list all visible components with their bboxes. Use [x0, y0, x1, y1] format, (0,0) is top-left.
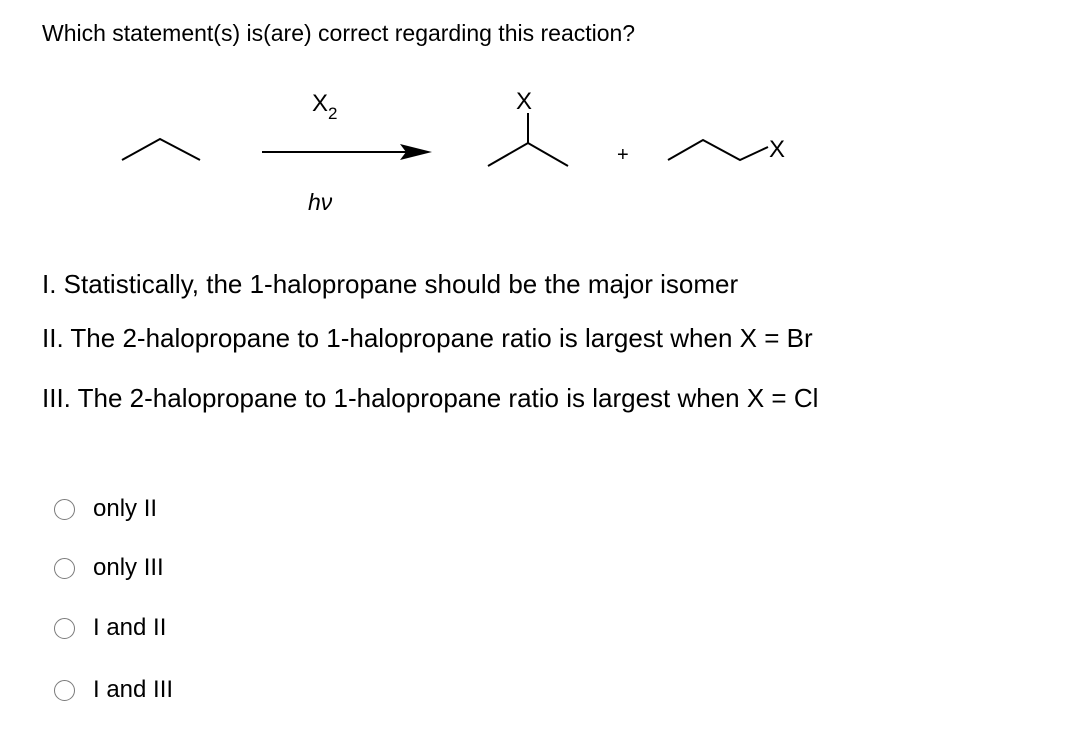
answer-option-i-and-ii[interactable]: [54, 611, 166, 645]
option-label: I and III: [93, 676, 174, 703]
answer-option-i-and-iii[interactable]: [54, 673, 173, 707]
question-text: Which statement(s) is(are) correct regarding this reaction?: [42, 20, 636, 46]
statement-1: I. Statistically, the 1-halopropane should be the major isomer: [42, 269, 739, 299]
option-label: only II: [93, 495, 158, 522]
reagent-label: $X_2$: [312, 90, 338, 123]
radio-button[interactable]: [54, 499, 75, 520]
plus-sign: +: [617, 144, 629, 166]
reaction-scheme: [0, 0, 1076, 240]
radio-button[interactable]: [54, 618, 75, 639]
product2-substituent-label: X: [769, 136, 786, 163]
statement-3: III. The 2-halopropane to 1-halopropane ratio is largest when X = Cl: [42, 383, 819, 413]
answer-option-only-ii[interactable]: [54, 492, 157, 526]
radio-button[interactable]: [54, 680, 75, 701]
condition-label: hν: [308, 189, 333, 215]
product-2-halopropane: [488, 113, 568, 166]
option-label: only III: [93, 554, 164, 581]
answer-option-only-iii[interactable]: [54, 551, 164, 585]
product-1-halopropane: [668, 140, 768, 160]
statement-2: II. The 2-halopropane to 1-halopropane ratio is largest when X = Br: [42, 323, 813, 353]
product1-substituent-label: X: [516, 88, 533, 115]
option-label: I and II: [93, 614, 167, 641]
reaction-arrow: [262, 144, 432, 160]
radio-button[interactable]: [54, 558, 75, 579]
propane-reactant: [122, 139, 200, 160]
